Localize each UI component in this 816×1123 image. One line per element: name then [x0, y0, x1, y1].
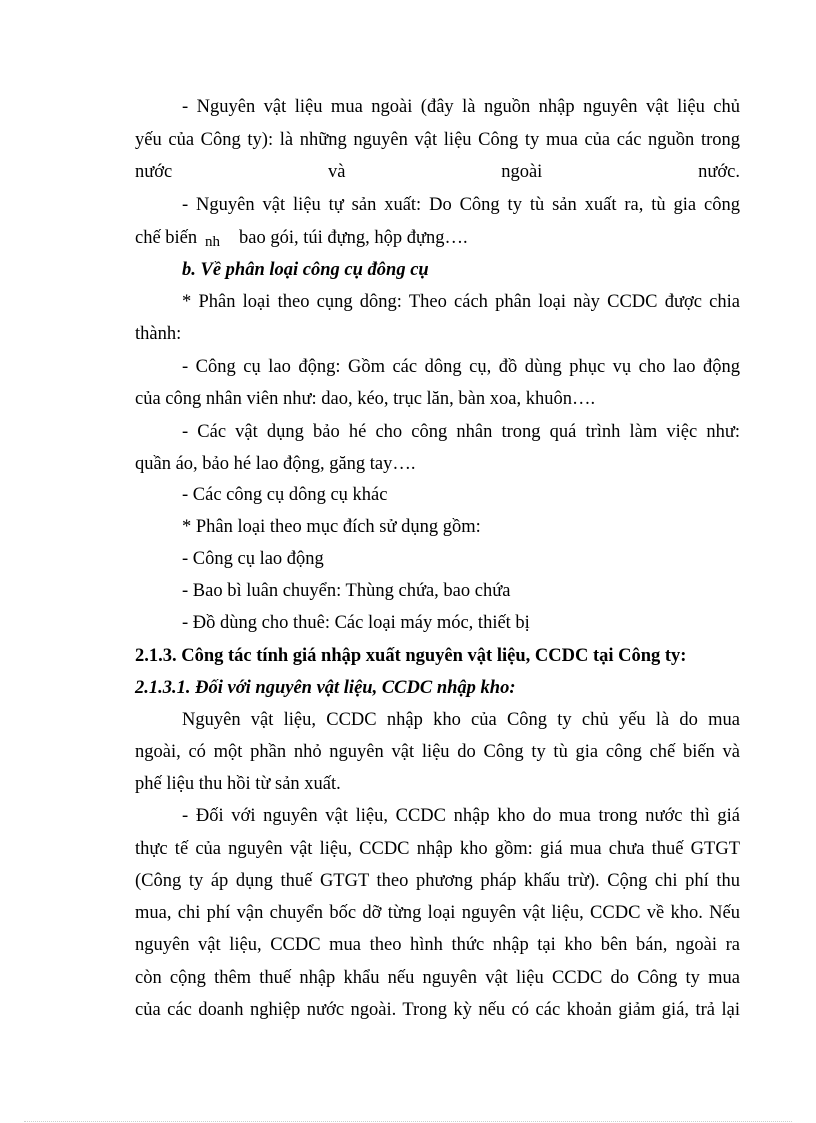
paragraph-line: nguyên vật liệu, CCDC mua theo hình thức nhập tại kho bên bán, ngoài ra	[135, 935, 740, 955]
word: nước.	[698, 162, 740, 182]
paragraph-line: - Đối với nguyên vật liệu, CCDC nhập kho do mua trong nước thì giá	[182, 806, 740, 826]
section-heading-2-1-3: 2.1.3. Công tác tính giá nhập xuất nguyên vật liệu, CCDC tại Công ty:	[135, 646, 687, 666]
text-fragment: bao gói, túi đựng, hộp đựng….	[239, 228, 468, 248]
list-item: - Đồ dùng cho thuê: Các loại máy móc, thiết bị	[182, 613, 530, 633]
word: nước	[135, 162, 173, 182]
text-fragment-nh: nh	[205, 234, 220, 250]
section-heading-b: b. Về phân loại công cụ đông cụ	[182, 260, 429, 280]
paragraph-line: thành:	[135, 324, 182, 344]
paragraph-line	[239, 226, 739, 250]
paragraph-line: yếu của Công ty): là những nguyên vật liệu Công ty mua của các nguồn trong	[135, 130, 740, 150]
paragraph-line	[135, 160, 740, 184]
paragraph-line: - Các vật dụng bảo hé cho công nhân trong quá trình làm việc như:	[182, 422, 740, 442]
paragraph-line: (Công ty áp dụng thuế GTGT theo phương pháp khấu trừ). Cộng chi phí thu	[135, 871, 740, 891]
list-item: * Phân loại theo mục đích sử dụng gồm:	[182, 517, 481, 537]
paragraph-line: mua, chi phí vận chuyển bốc dỡ từng loại nguyên vật liệu, CCDC về kho. Nếu	[135, 903, 740, 923]
word: ngoài	[501, 162, 543, 182]
paragraph-line: phế liệu thu hồi từ sản xuất.	[135, 774, 341, 794]
paragraph-line: - Công cụ lao động: Gồm các dông cụ, đồ dùng phục vụ cho lao động	[182, 357, 740, 377]
paragraph-line: quần áo, bảo hé lao động, găng tay….	[135, 454, 416, 474]
text-fragment: chế biến	[135, 228, 198, 248]
list-item: - Các công cụ dông cụ khác	[182, 485, 388, 505]
list-item: - Công cụ lao động	[182, 549, 324, 569]
section-heading-2-1-3-1: 2.1.3.1. Đối với nguyên vật liệu, CCDC nhập kho:	[135, 678, 516, 698]
paragraph-line: * Phân loại theo cụng dông: Theo cách phân loại này CCDC được chia	[182, 292, 740, 312]
paragraph-line: còn cộng thêm thuế nhập khẩu nếu nguyên vật liệu CCDC do Công ty mua	[135, 968, 740, 988]
paragraph-line: của công nhân viên như: dao, kéo, trục lăn, bàn xoa, khuôn….	[135, 389, 596, 409]
paragraph-line: thực tế của nguyên vật liệu, CCDC nhập kho gồm: giá mua chưa thuế GTGT	[135, 839, 740, 859]
paragraph-line: Nguyên vật liệu, CCDC nhập kho của Công ty chủ yếu là do mua	[182, 710, 740, 730]
page-bottom-divider	[24, 1121, 792, 1122]
list-item: - Bao bì luân chuyển: Thùng chứa, bao chứa	[182, 581, 511, 601]
paragraph-line: - Nguyên vật liệu mua ngoài (đây là nguồn nhập nguyên vật liệu chủ	[182, 97, 740, 117]
paragraph-line: - Nguyên vật liệu tự sản xuất: Do Công ty tù sản xuất ra, tù gia công	[182, 195, 740, 215]
paragraph-line: ngoài, có một phần nhỏ nguyên vật liệu do Công ty tù gia công chế biến và	[135, 742, 740, 762]
paragraph-line: của các doanh nghiệp nước ngoài. Trong kỳ nếu có các khoản giảm giá, trả lại	[135, 1000, 740, 1020]
word: và	[328, 162, 346, 182]
